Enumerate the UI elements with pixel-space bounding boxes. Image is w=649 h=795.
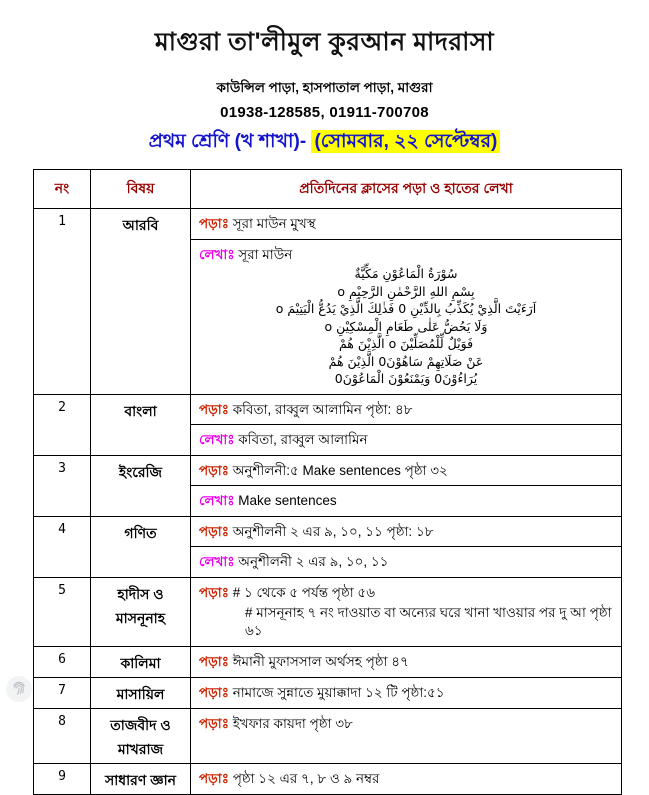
subject-name: সাধারণ জ্ঞান [91, 763, 191, 794]
table-row [34, 209, 622, 395]
reading-text: কবিতা, রাব্বুল আলামিন পৃষ্ঠা: ৪৮ [232, 401, 413, 417]
subject-name: তাজবীদ ও মাখরাজ [91, 708, 191, 763]
table-row [34, 516, 622, 577]
table-row [34, 455, 622, 516]
arabic-line: يُرَاءُوْنَ0 وَيَمْنَعُوْنَ الْمَاعُوْنَ0 [334, 371, 478, 387]
pora-label: পড়াঃ [199, 523, 229, 539]
table-row [34, 763, 622, 794]
arabic-line: اَرَءَيْتَ الَّذِيْ يُكَذِّبُ بِالدِّيْنِ 0 فَذٰلِكَ الَّذِيْ يَدُعُّ الْيَتِيْمَ o [275, 301, 537, 317]
subject-name: হাদীস ও মাসনূনাহ [91, 577, 191, 646]
col-header-subject: বিষয় [91, 170, 191, 209]
reading-entry [191, 456, 621, 486]
pora-label: পড়াঃ [199, 462, 229, 478]
arabic-surah-block [199, 265, 613, 388]
reading-entry [191, 395, 621, 425]
writing-text: কবিতা, রাব্বুল আলামিন [238, 432, 368, 448]
reading-text: # ১ থেকে ৫ পর্যন্ত পৃষ্ঠা ৫৬ [232, 584, 375, 600]
lesson-cell [191, 708, 622, 763]
arabic-line: فَوَيْلٌ لِّلْمُصَلِّيْنَ o الَّذِيْنَ هُمْ [338, 336, 474, 352]
pora-label: পড়াঃ [199, 653, 229, 669]
lekha-label: লেখাঃ [199, 432, 235, 448]
reading-text: ইখফার কায়দা পৃষ্ঠা ৩৮ [232, 715, 353, 731]
pora-label: পড়াঃ [199, 584, 229, 600]
pora-label: পড়াঃ [199, 216, 229, 231]
table-row [34, 577, 622, 646]
date-highlight: (সোমবার, ২২ সেপ্টেম্বর) [311, 130, 500, 153]
lesson-cell [191, 763, 622, 794]
table-row [34, 646, 622, 677]
writing-text: সূরা মাউন [238, 246, 293, 262]
writing-text: Make sentences [238, 493, 337, 509]
subject-name: মাসায়িল [91, 677, 191, 708]
lesson-cell [191, 516, 622, 577]
reading-text: সূরা মাউন মুখস্থ [232, 216, 316, 231]
col-header-lesson: প্রতিদিনের ক্লাসের পড়া ও হাতের লেখা [191, 170, 622, 209]
lesson-cell [191, 209, 622, 395]
phone-numbers: 01938-128585, 01911-700708 [220, 104, 429, 121]
reading-entry [191, 517, 621, 547]
lekha-label: লেখাঃ [199, 246, 235, 262]
table-row [34, 708, 622, 763]
subject-name: গণিত [91, 516, 191, 577]
reading-text: পৃষ্ঠা ১২ এর ৭, ৮ ও ৯ নম্বর [232, 770, 380, 786]
row-number: 8 [34, 708, 91, 763]
subject-name: আরবি [91, 209, 191, 395]
lesson-cell [191, 455, 622, 516]
reading-entry [191, 764, 621, 794]
reading-text: ঈমানী মুফাসসাল অর্থসহ পৃষ্ঠা ৪৭ [232, 653, 409, 669]
pora-label: পড়াঃ [199, 401, 229, 417]
table-header-row [34, 170, 622, 209]
row-number: 9 [34, 763, 91, 794]
lekha-label: লেখাঃ [199, 493, 235, 509]
row-number: 7 [34, 677, 91, 708]
pora-label: পড়াঃ [199, 684, 229, 700]
lesson-cell [191, 646, 622, 677]
fingerprint-icon [6, 676, 32, 702]
lekha-label: লেখাঃ [199, 554, 235, 570]
pora-label: পড়াঃ [199, 770, 229, 786]
table-row [34, 677, 622, 708]
subject-name: কালিমা [91, 646, 191, 677]
reading-text: নামাজে সুন্নাতে মুয়াক্কাদা ১২ টি পৃষ্ঠা:৫১ [232, 684, 445, 700]
subject-name: বাংলা [91, 394, 191, 455]
row-number: 3 [34, 455, 91, 516]
arabic-line: بِسْمِ اللهِ الرَّحْمٰنِ الرَّحِيْمِ o [337, 283, 475, 299]
table-row [34, 394, 622, 455]
reading-entry [191, 709, 621, 739]
row-number: 4 [34, 516, 91, 577]
school-address: কাউন্সিল পাড়া, হাসপাতাল পাড়া, মাগুরা [216, 80, 433, 95]
lesson-cell [191, 677, 622, 708]
row-number: 5 [34, 577, 91, 646]
class-section-label: প্রথম শ্রেণি (খ শাখা)- [148, 131, 312, 152]
subject-name: ইংরেজি [91, 455, 191, 516]
writing-entry [191, 239, 621, 394]
writing-text: অনুশীলনী ২ এর ৯, ১০, ১১ [238, 554, 389, 570]
reading-text-line2: # মাসনূনাহ ৭ নং দাওয়াত বা অন্যের ঘরে খানা খাওয়ার পর দু আ পৃষ্ঠা ৬১ [245, 605, 612, 638]
reading-entry [191, 678, 621, 708]
page-title: মাগুরা তা'লীমুল কুরআন মাদরাসা [154, 28, 495, 56]
lesson-cell [191, 577, 622, 646]
row-number: 1 [34, 209, 91, 395]
writing-entry [191, 424, 621, 455]
arabic-line: سُوْرَةُ الْمَاعُوْنِ مَكِّيَّةٌ [354, 266, 458, 282]
arabic-line: وَلَا يَحُضُّ عَلٰى طَعَامِ الْمِسْكِيْنِ o [324, 318, 488, 334]
writing-entry [191, 485, 621, 516]
arabic-line: عَنْ صَلَاتِهِمْ سَاهُوْنَ0 الَّذِيْنَ هُمْ [328, 353, 484, 369]
lesson-cell [191, 394, 622, 455]
row-number: 2 [34, 394, 91, 455]
pora-label: পড়াঃ [199, 715, 229, 731]
reading-text: অনুশীলনী:৫ Make sentences পৃষ্ঠা ৩২ [232, 462, 448, 478]
reading-text: অনুশীলনী ২ এর ৯, ১০, ১১ পৃষ্ঠা: ১৮ [232, 523, 434, 539]
reading-entry [191, 209, 621, 239]
row-number: 6 [34, 646, 91, 677]
lesson-table [33, 169, 622, 795]
writing-entry [191, 546, 621, 577]
class-and-date-line [0, 127, 649, 159]
reading-entry [191, 647, 621, 677]
reading-entry [191, 578, 621, 646]
col-header-number: নং [34, 170, 91, 209]
